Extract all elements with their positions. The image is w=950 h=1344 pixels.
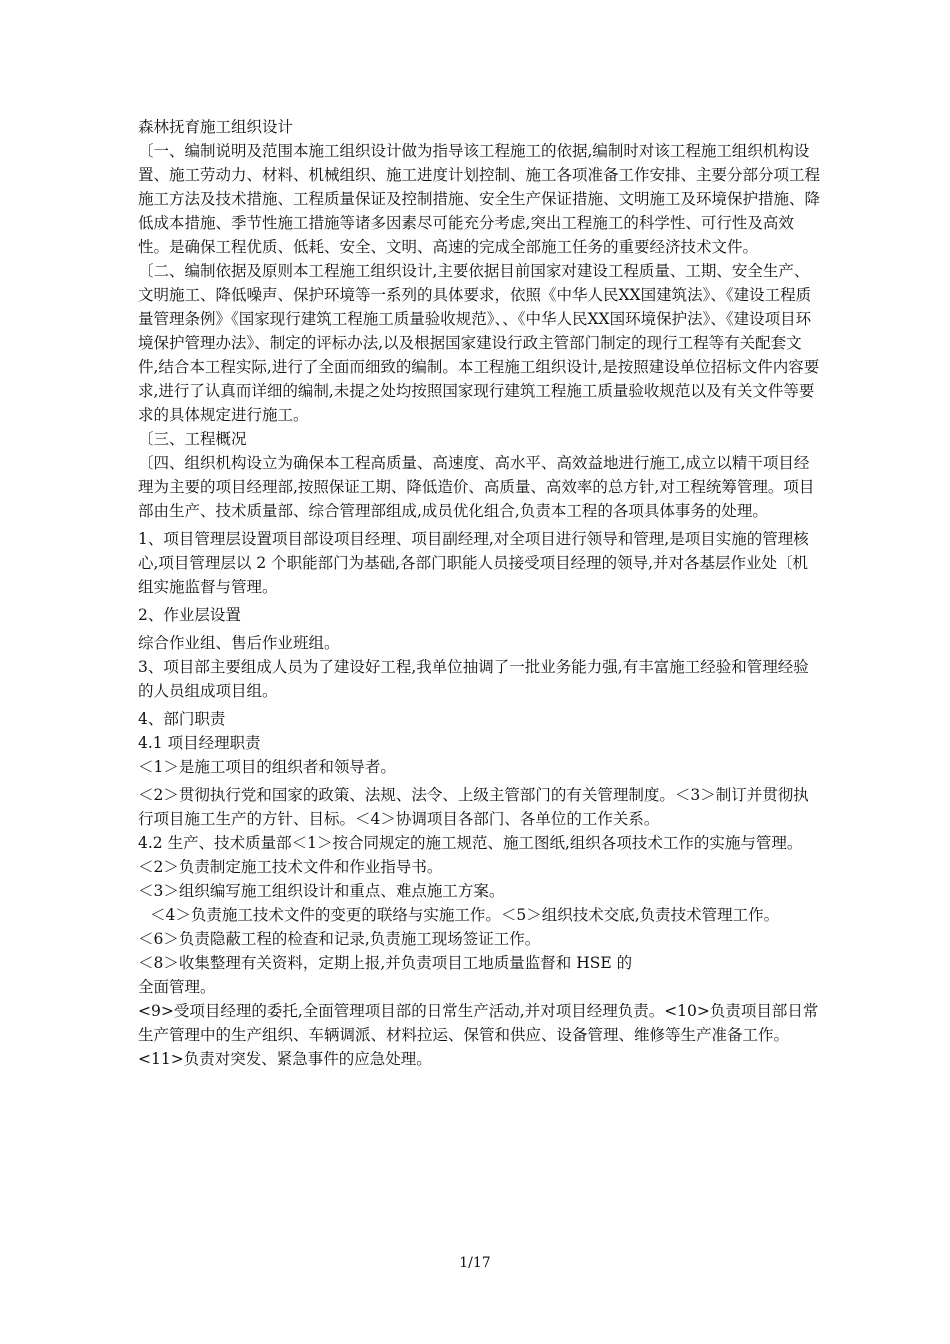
paragraph-staff: 3、项目部主要组成人员为了建设好工程,我单位抽调了一批业务能力强,有丰富施工经验和管理经验的人员组成项目组。 bbox=[138, 658, 809, 700]
paragraph-basis: 〔二、编制依据及原则本工程施工组织设计,主要依据目前国家对建设工程质量、工期、安全生产、文明施工、降低噪声、保护环境等一系列的具体要求，依照《中华人民XX国建筑法》、《建设工程质量管理条例》《国家现行建筑工程施工质量验收规范》、、《中华人民XX国环境保护法》、《建设项目环境保护管理办法》、制定的评标办法,以及根据国家建设行政主管部门制定的现行工程等有关配套文件,结合本工程实际,进行了全面而细致的编制。本工程施工组织设计,是按照建设单位招标文件内容要求,进行了认真而详细的编制,未提之处均按照国家现行建筑工程施工质量验收规范以及有关文件等要求的具体规定进行施工。 bbox=[138, 262, 820, 424]
paragraph-continuation: 全面管理。 bbox=[138, 978, 216, 996]
list-item: ＜1＞是施工项目的组织者和领导者。 bbox=[138, 758, 396, 776]
paragraph-work-layer-heading: 2、作业层设置 bbox=[138, 606, 241, 624]
list-item: ＜2＞负责制定施工技术文件和作业指导书。 bbox=[138, 858, 443, 876]
paragraph-manager-duties-heading: 4.1 项目经理职责 bbox=[138, 734, 261, 752]
list-item: ＜4＞负责施工技术文件的变更的联络与实施工作。＜5＞组织技术交底,负责技术管理工作。 bbox=[150, 906, 780, 924]
document-body bbox=[138, 115, 820, 1071]
list-item: <9>受项目经理的委托,全面管理项目部的日常生产活动,并对项目经理负责。<10>负责项目部日常生产管理中的生产组织、车辆调派、材料拉运、保管和供应、设备管理、维修等生产准备工作。 bbox=[138, 1002, 819, 1044]
paragraph-overview: 〔三、工程概况 bbox=[138, 430, 247, 448]
list-item: ＜8＞收集整理有关资料，定期上报,并负责项目工地质量监督和 HSE 的 bbox=[138, 954, 633, 972]
paragraph-work-layer: 综合作业组、售后作业班组。 bbox=[138, 634, 340, 652]
paragraph-duties-heading: 4、部门职责 bbox=[138, 710, 226, 728]
paragraph-scope: 〔一、编制说明及范围本施工组织设计做为指导该工程施工的依据,编制时对该工程施工组织机构设置、施工劳动力、材料、机械组织、施工进度计划控制、施工各项准备工作安排、主要分部分项工程施工方法及技术措施、工程质量保证及控制措施、安全生产保证措施、文明施工及环境保护措施、降低成本措施、季节性施工措施等诸多因素尽可能充分考虑,突出工程施工的科学性、可行性及高效性。是确保工程优质、低耗、安全、文明、高速的完成全部施工任务的重要经济技术文件。 bbox=[138, 142, 821, 256]
list-item: ＜2＞贯彻执行党和国家的政策、法规、法令、上级主管部门的有关管理制度。＜3＞制订并贯彻执行项目施工生产的方针、目标。＜4＞协调项目各部门、各单位的工作关系。 bbox=[138, 786, 809, 828]
paragraph-organization: 〔四、组织机构设立为确保本工程高质量、高速度、高水平、高效益地进行施工,成立以精干项目经理为主要的项目经理部,按照保证工期、降低造价、高质量、高效率的总方针,对工程统筹管理。项目部由生产、技术质量部、综合管理部组成,成员优化组合,负责本工程的各项具体事务的处理。 bbox=[138, 454, 815, 520]
page-number: 1/17 bbox=[459, 1255, 491, 1271]
list-item: ＜6＞负责隐蔽工程的检查和记录,负责施工现场签证工作。 bbox=[138, 930, 541, 948]
document-title: 森林抚育施工组织设计 bbox=[138, 118, 294, 136]
list-item: ＜3＞组织编写施工组织设计和重点、难点施工方案。 bbox=[138, 882, 505, 900]
list-item: <11>负责对突发、紧急事件的应急处理。 bbox=[138, 1050, 432, 1068]
paragraph-tech-dept: 4.2 生产、技术质量部＜1＞按合同规定的施工规范、施工图纸,组织各项技术工作的实施与管理。 bbox=[138, 834, 803, 852]
paragraph-management-layer: 1、项目管理层设置项目部设项目经理、项目副经理,对全项目进行领导和管理,是项目实施的管理核心,项目管理层以 2 个职能部门为基础,各部门职能人员接受项目经理的领导,并对各基层作业处〔机组实施监督与管理。 bbox=[138, 530, 809, 596]
